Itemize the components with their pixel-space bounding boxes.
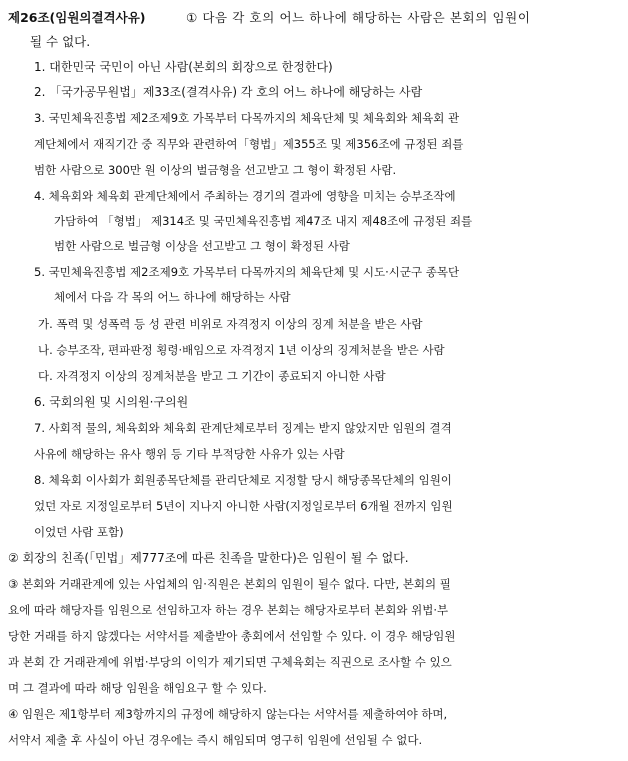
- paragraph-3-line-2: 요에 따라 해당자를 임원으로 선임하고자 하는 경우 본회는 해당자로부터 본회와 위법·부: [8, 603, 449, 617]
- item-5-subitem-da: 다. 자격정지 이상의 징계처분을 받고 그 기간이 종료되지 아니한 사람: [38, 369, 386, 383]
- item-7-line-1: 7. 사회적 물의, 체육회와 체육회 관계단체로부터 징계는 받지 않았지만 임원의 결격: [34, 421, 452, 435]
- item-5-subitem-ga: 가. 폭력 및 성폭력 등 성 관련 비위로 자격정지 이상의 징계 처분을 받은 사람: [38, 317, 423, 331]
- item-1-line-1: 1. 대한민국 국민이 아닌 사람(본회의 회장으로 한정한다): [34, 60, 333, 74]
- item-5-line-2: 체에서 다음 각 목의 어느 하나에 해당하는 사람: [54, 290, 291, 304]
- paragraph-3-line-4: 과 본회 간 거래관계에 위법·부당의 이익가 제기되면 구체육회는 직권으로 조사할 수 있으: [8, 655, 452, 669]
- item-2-line-1: 2. 「국가공무원법」제33조(결격사유) 각 호의 어느 하나에 해당하는 사람: [34, 85, 423, 99]
- article-title: 제26조(임원의결격사유): [8, 10, 146, 25]
- item-5-subitem-na: 나. 승부조작, 편파판정 횡령·배임으로 자격정지 1년 이상의 징계처분을 받은 사람: [38, 343, 445, 357]
- paragraph-1-line-1: ① 다음 각 호의 어느 하나에 해당하는 사람은 본회의 임원이: [186, 10, 531, 25]
- item-8-line-1: 8. 체육회 이사회가 회원종목단체를 관리단체로 지정할 당시 해당종목단체의 임원이: [34, 473, 452, 487]
- paragraph-2-line-1: ② 회장의 친족(「민법」제777조에 따른 친족을 말한다)은 임원이 될 수 없다.: [8, 551, 409, 565]
- item-4-line-2: 가담하여 「형법」 제314조 및 국민체육진흥법 제47조 내지 제48조에 규정된 죄를: [54, 214, 473, 228]
- item-8-line-3: 이었던 사람 포함): [34, 525, 124, 539]
- item-3-line-3: 범한 사람으로 300만 원 이상의 벌금형을 선고받고 그 형이 확정된 사람.: [34, 163, 397, 177]
- item-3-line-2: 계단체에서 재직기간 중 직무와 관련하여「형법」제355조 및 제356조에 규정된 죄를: [34, 137, 464, 151]
- item-6-line-1: 6. 국회의원 및 시의원·구의원: [34, 395, 189, 409]
- paragraph-3-line-3: 당한 거래를 하지 않겠다는 서약서를 제출받아 총회에서 선임할 수 있다. 이 경우 해당임원: [8, 629, 456, 643]
- item-7-line-2: 사유에 해당하는 유사 행위 등 기타 부적당한 사유가 있는 사람: [34, 447, 345, 461]
- item-4-line-1: 4. 체육회와 체육회 관계단체에서 주최하는 경기의 결과에 영향을 미치는 승부조작에: [34, 189, 456, 203]
- paragraph-4-line-1: ④ 임원은 제1항부터 제3항까지의 규정에 해당하지 않는다는 서약서를 제출하여야 하며,: [8, 707, 448, 721]
- item-8-line-2: 었던 자로 지정일로부터 5년이 지나지 아니한 사람(지정일로부터 6개월 전까지 임원: [34, 499, 453, 513]
- paragraph-1-line-2: 될 수 없다.: [30, 34, 91, 49]
- paragraph-4-line-2: 서약서 제출 후 사실이 아닌 경우에는 즉시 해임되며 영구히 임원에 선임될 수 없다.: [8, 733, 423, 747]
- paragraph-3-line-1: ③ 본회와 거래관계에 있는 사업체의 임·직원은 본회의 임원이 될수 없다. 다만, 본회의 필: [8, 577, 451, 591]
- paragraph-3-line-5: 며 그 결과에 따라 해당 임원을 해임요구 할 수 있다.: [8, 681, 267, 695]
- item-4-line-3: 범한 사람으로 벌금형 이상을 선고받고 그 형이 확정된 사람: [54, 239, 350, 253]
- item-5-line-1: 5. 국민체육진흥법 제2조제9호 가목부터 다목까지의 체육단체 및 시도·시군구 종목단: [34, 265, 460, 279]
- item-3-line-1: 3. 국민체육진흥법 제2조제9호 가목부터 다목까지의 체육단체 및 체육회와 체육회 관: [34, 111, 460, 125]
